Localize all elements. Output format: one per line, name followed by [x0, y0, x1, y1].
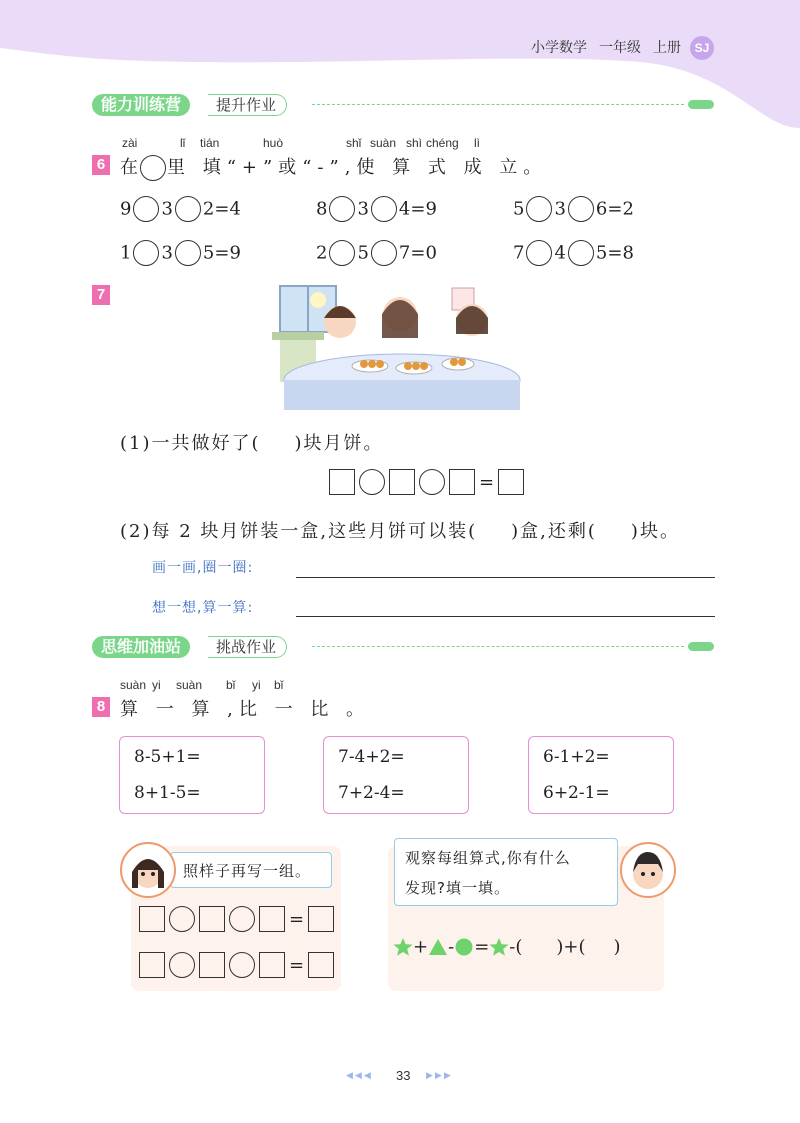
expression: 8+1-5=	[134, 783, 201, 803]
prompt-part: 在	[120, 157, 144, 178]
answer-circle[interactable]	[133, 196, 159, 222]
next-arrows: ▶▶▶	[426, 1071, 453, 1081]
girl-avatar	[120, 842, 176, 898]
speech-bubble	[170, 852, 332, 888]
edition-badge: SJ	[690, 36, 714, 60]
header-volume: 上册	[653, 40, 681, 56]
answer-box[interactable]	[139, 906, 165, 932]
answer-circle[interactable]	[169, 952, 195, 978]
answer-circle[interactable]	[371, 240, 397, 266]
formula-part: )+(	[556, 936, 586, 958]
pinyin: suàn	[370, 136, 397, 150]
pinyin: shǐ	[346, 136, 362, 150]
q7-part2: (2)每 2 块月饼装一盒,这些月饼可以装( )盒,还剩( )块。	[120, 521, 680, 542]
answer-box[interactable]	[498, 469, 524, 495]
equation: 7 4 5=8	[513, 240, 634, 266]
hint-think: 想一想,算一算:	[152, 600, 254, 616]
section-title: 思维加油站	[92, 636, 190, 658]
answer-circle[interactable]	[526, 196, 552, 222]
header-grade: 一年级	[599, 40, 641, 56]
answer-box[interactable]	[329, 469, 355, 495]
equals-sign: =	[479, 471, 495, 493]
pinyin: suàn	[176, 678, 203, 692]
answer-circle[interactable]	[371, 196, 397, 222]
pinyin: huò	[263, 136, 284, 150]
pinyin: lì	[474, 136, 480, 150]
answer-circle[interactable]	[329, 196, 355, 222]
expression-box	[528, 736, 674, 814]
q7-part1: (1)一共做好了( )块月饼。	[120, 433, 384, 454]
star-icon	[489, 937, 509, 957]
bubble-text: 照样子再写一组。	[183, 862, 312, 880]
question-number: 7	[92, 285, 110, 305]
pinyin: bǐ	[274, 678, 284, 692]
pinyin: tián	[200, 136, 220, 150]
equals-sign: =	[289, 908, 305, 930]
answer-circle[interactable]	[229, 906, 255, 932]
answer-box[interactable]	[308, 906, 334, 932]
answer-box[interactable]	[449, 469, 475, 495]
hint-draw: 画一画,圈一圈:	[152, 560, 254, 576]
page-number: 33	[396, 1068, 411, 1083]
equals-sign: =	[289, 954, 305, 976]
circle-blank	[140, 155, 166, 181]
answer-box[interactable]	[199, 906, 225, 932]
answer-box[interactable]	[259, 906, 285, 932]
expression: 6-1+2=	[543, 747, 610, 767]
equation: 1 3 5=9	[120, 240, 241, 266]
equation: 9 3 2=4	[120, 196, 241, 222]
pencil-icon	[688, 642, 714, 651]
expression-box	[119, 736, 265, 814]
pinyin: lǐ	[180, 136, 186, 150]
mooncake-table-illustration	[272, 280, 532, 412]
answer-box[interactable]	[199, 952, 225, 978]
question-prompt	[120, 153, 547, 181]
answer-line[interactable]	[296, 577, 715, 578]
header-subject: 小学数学	[531, 40, 587, 56]
expression: 7+2-4=	[338, 783, 405, 803]
answer-circle[interactable]	[169, 906, 195, 932]
formula-part: )	[613, 936, 621, 958]
divider	[312, 104, 684, 105]
pinyin: zài	[122, 136, 138, 150]
answer-circle[interactable]	[568, 240, 594, 266]
answer-box[interactable]	[308, 952, 334, 978]
pinyin: shì	[406, 136, 423, 150]
answer-circle[interactable]	[175, 240, 201, 266]
pinyin: suàn	[120, 678, 147, 692]
expression-box	[323, 736, 469, 814]
answer-equation-boxes	[329, 469, 524, 495]
operator: +	[413, 936, 429, 958]
answer-circle[interactable]	[526, 240, 552, 266]
question-number: 6	[92, 155, 110, 175]
answer-circle[interactable]	[229, 952, 255, 978]
answer-box[interactable]	[139, 952, 165, 978]
answer-box[interactable]	[389, 469, 415, 495]
section-tag: 提升作业	[208, 94, 287, 116]
answer-circle[interactable]	[133, 240, 159, 266]
pencil-icon	[688, 100, 714, 109]
boy-avatar	[620, 842, 676, 898]
equation: 2 5 7=0	[316, 240, 437, 266]
answer-circle[interactable]	[419, 469, 445, 495]
prev-arrows: ◀◀◀	[346, 1071, 373, 1081]
equation: 8 3 4=9	[316, 196, 437, 222]
formula-part: -(	[509, 936, 523, 958]
expression: 8-5+1=	[134, 747, 201, 767]
answer-line[interactable]	[296, 616, 715, 617]
triangle-icon	[428, 937, 448, 957]
expression: 6+2-1=	[543, 783, 610, 803]
equation: 5 3 6=2	[513, 196, 634, 222]
answer-circle[interactable]	[329, 240, 355, 266]
operator: -	[448, 936, 455, 958]
speech-bubble	[394, 838, 618, 906]
pinyin: yi	[252, 678, 261, 692]
divider	[312, 646, 684, 647]
answer-circle[interactable]	[175, 196, 201, 222]
pattern-formula	[393, 936, 621, 960]
prompt-part: 里 填“+”或“-”,使 算 式 成 立。	[167, 157, 548, 178]
bubble-text: 观察每组算式,你有什么	[405, 849, 571, 867]
star-icon	[393, 937, 413, 957]
answer-circle[interactable]	[359, 469, 385, 495]
blank-equation-row	[139, 952, 334, 978]
pinyin: chéng	[426, 136, 459, 150]
section-title: 能力训练营	[92, 94, 190, 116]
section-banner-thinking	[92, 636, 714, 658]
question-prompt: 算 一 算 ,比 一 比 。	[120, 699, 371, 720]
pinyin: bǐ	[226, 678, 236, 692]
blank-equation-row	[139, 906, 334, 932]
pinyin: yi	[152, 678, 161, 692]
expression: 7-4+2=	[338, 747, 405, 767]
section-banner-ability	[92, 94, 714, 116]
question-number: 8	[92, 697, 110, 717]
operator: =	[474, 936, 490, 958]
answer-circle[interactable]	[568, 196, 594, 222]
section-tag: 挑战作业	[208, 636, 287, 658]
answer-box[interactable]	[259, 952, 285, 978]
circle-icon	[454, 937, 474, 957]
bubble-text: 发现?填一填。	[405, 879, 510, 897]
